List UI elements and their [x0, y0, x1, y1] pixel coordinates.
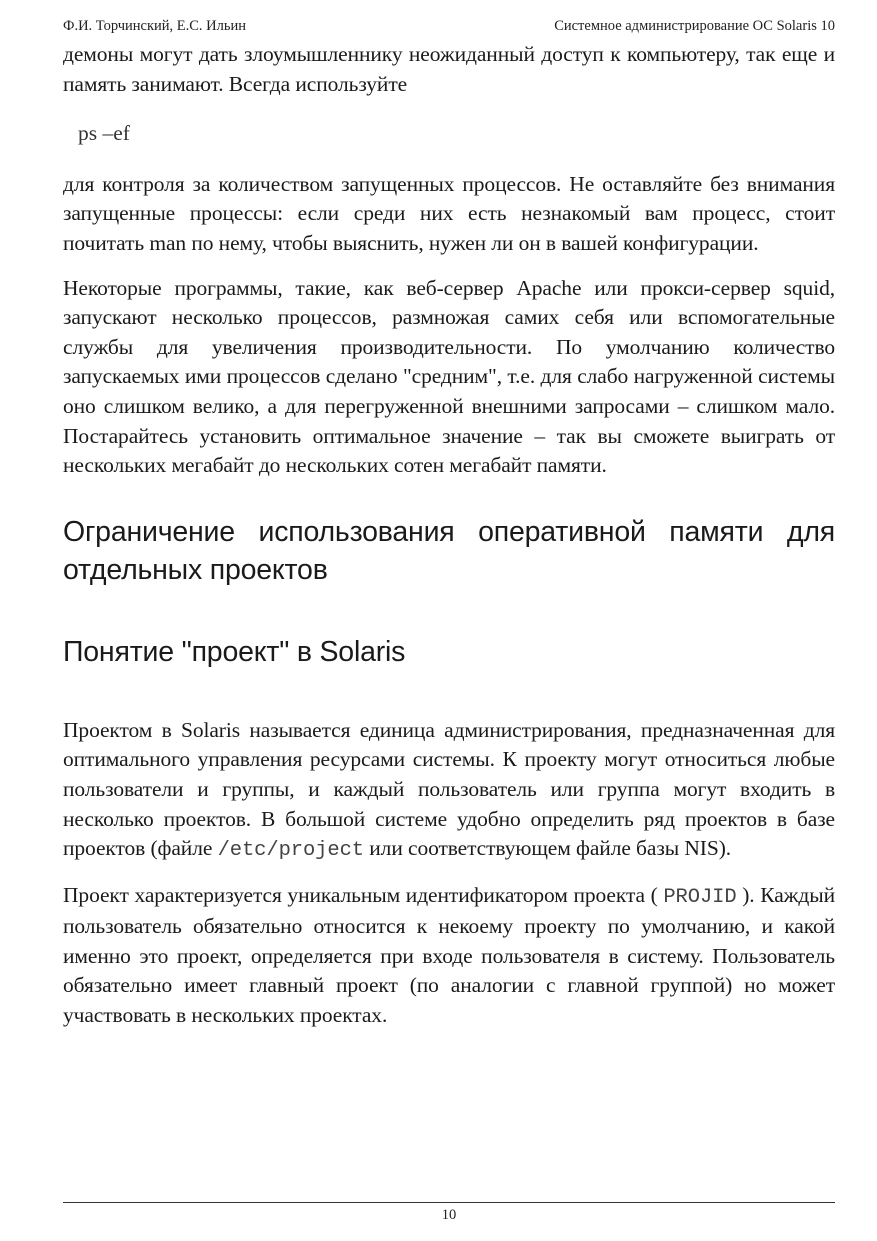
paragraph-projid-text: Проект характеризуется уникальным идентификатором проекта (: [63, 882, 658, 907]
paragraph-daemons: демоны могут дать злоумышленнику неожиданный доступ к компьютеру, так еще и память занимают. Всегда используйте: [63, 42, 835, 96]
paragraph-apache-squid: Некоторые программы, такие, как веб-сервер Apache или прокси-сервер squid, запускают несколько процессов, размножая самих себя или вспомогательные службы для увеличения производительности. По умолчанию количество запускаемых ими процессов сделано "средним", т.е. для слабо нагруженной системы оно слишком велико, а для перегруженной внешними запросами – слишком мало. Постарайтесь установить оптимальное значение – так вы сможете выиграть от нескольких мегабайт до нескольких сотен мегабайт памяти.: [63, 275, 835, 478]
paragraph-process-control: для контроля за количеством запущенных процессов. Не оставляйте без внимания запущенные процессы: если среди них есть незнакомый вам процесс, стоит почитать man по нему, чтобы выяснить, нужен ли он в вашей конфигурации.: [63, 171, 835, 255]
running-header: [63, 17, 835, 35]
section-heading: Ограничение использования оперативной памяти для отдельных проектов: [63, 515, 835, 586]
document-page: [63, 0, 835, 1241]
command-example: ps –ef: [78, 121, 130, 146]
header-authors: Ф.И. Торчинский, Е.С. Ильин: [63, 18, 247, 34]
paragraph-project-definition-tail: или соответствующем файле базы NIS).: [369, 836, 732, 861]
paragraph-projid: [63, 881, 835, 1031]
header-book-title: Системное администрирование ОС Solaris 10: [554, 18, 835, 34]
subsection-heading: Понятие "проект" в Solaris: [63, 635, 406, 668]
paragraph-project-definition-text: Проектом в Solaris называется единица администрирования, предназначенная для оптимального управления ресурсами системы. К проекту могут относиться любые пользователи и группы, и каждый пользователь или группа могут входить в несколько проектов. В большой системе удобно определить ряд проектов в базе проектов (файле: [63, 717, 835, 861]
project-file-path: /etc/project: [217, 839, 364, 863]
paragraph-projid-tail: ). Каждый пользователь обязательно относится к некоему проекту по умолчанию, и какой именно это проект, определяется при входе пользователя в систему. Пользователь обязательно имеет главный проект (по аналогии с главной группой) но может участвовать в нескольких проектах.: [63, 882, 835, 1028]
projid-code: PROJID: [663, 885, 737, 909]
page-number: 10: [441, 1207, 457, 1223]
footer-divider: [63, 1202, 835, 1203]
page-content: [63, 40, 835, 1031]
paragraph-project-definition: [63, 716, 835, 866]
